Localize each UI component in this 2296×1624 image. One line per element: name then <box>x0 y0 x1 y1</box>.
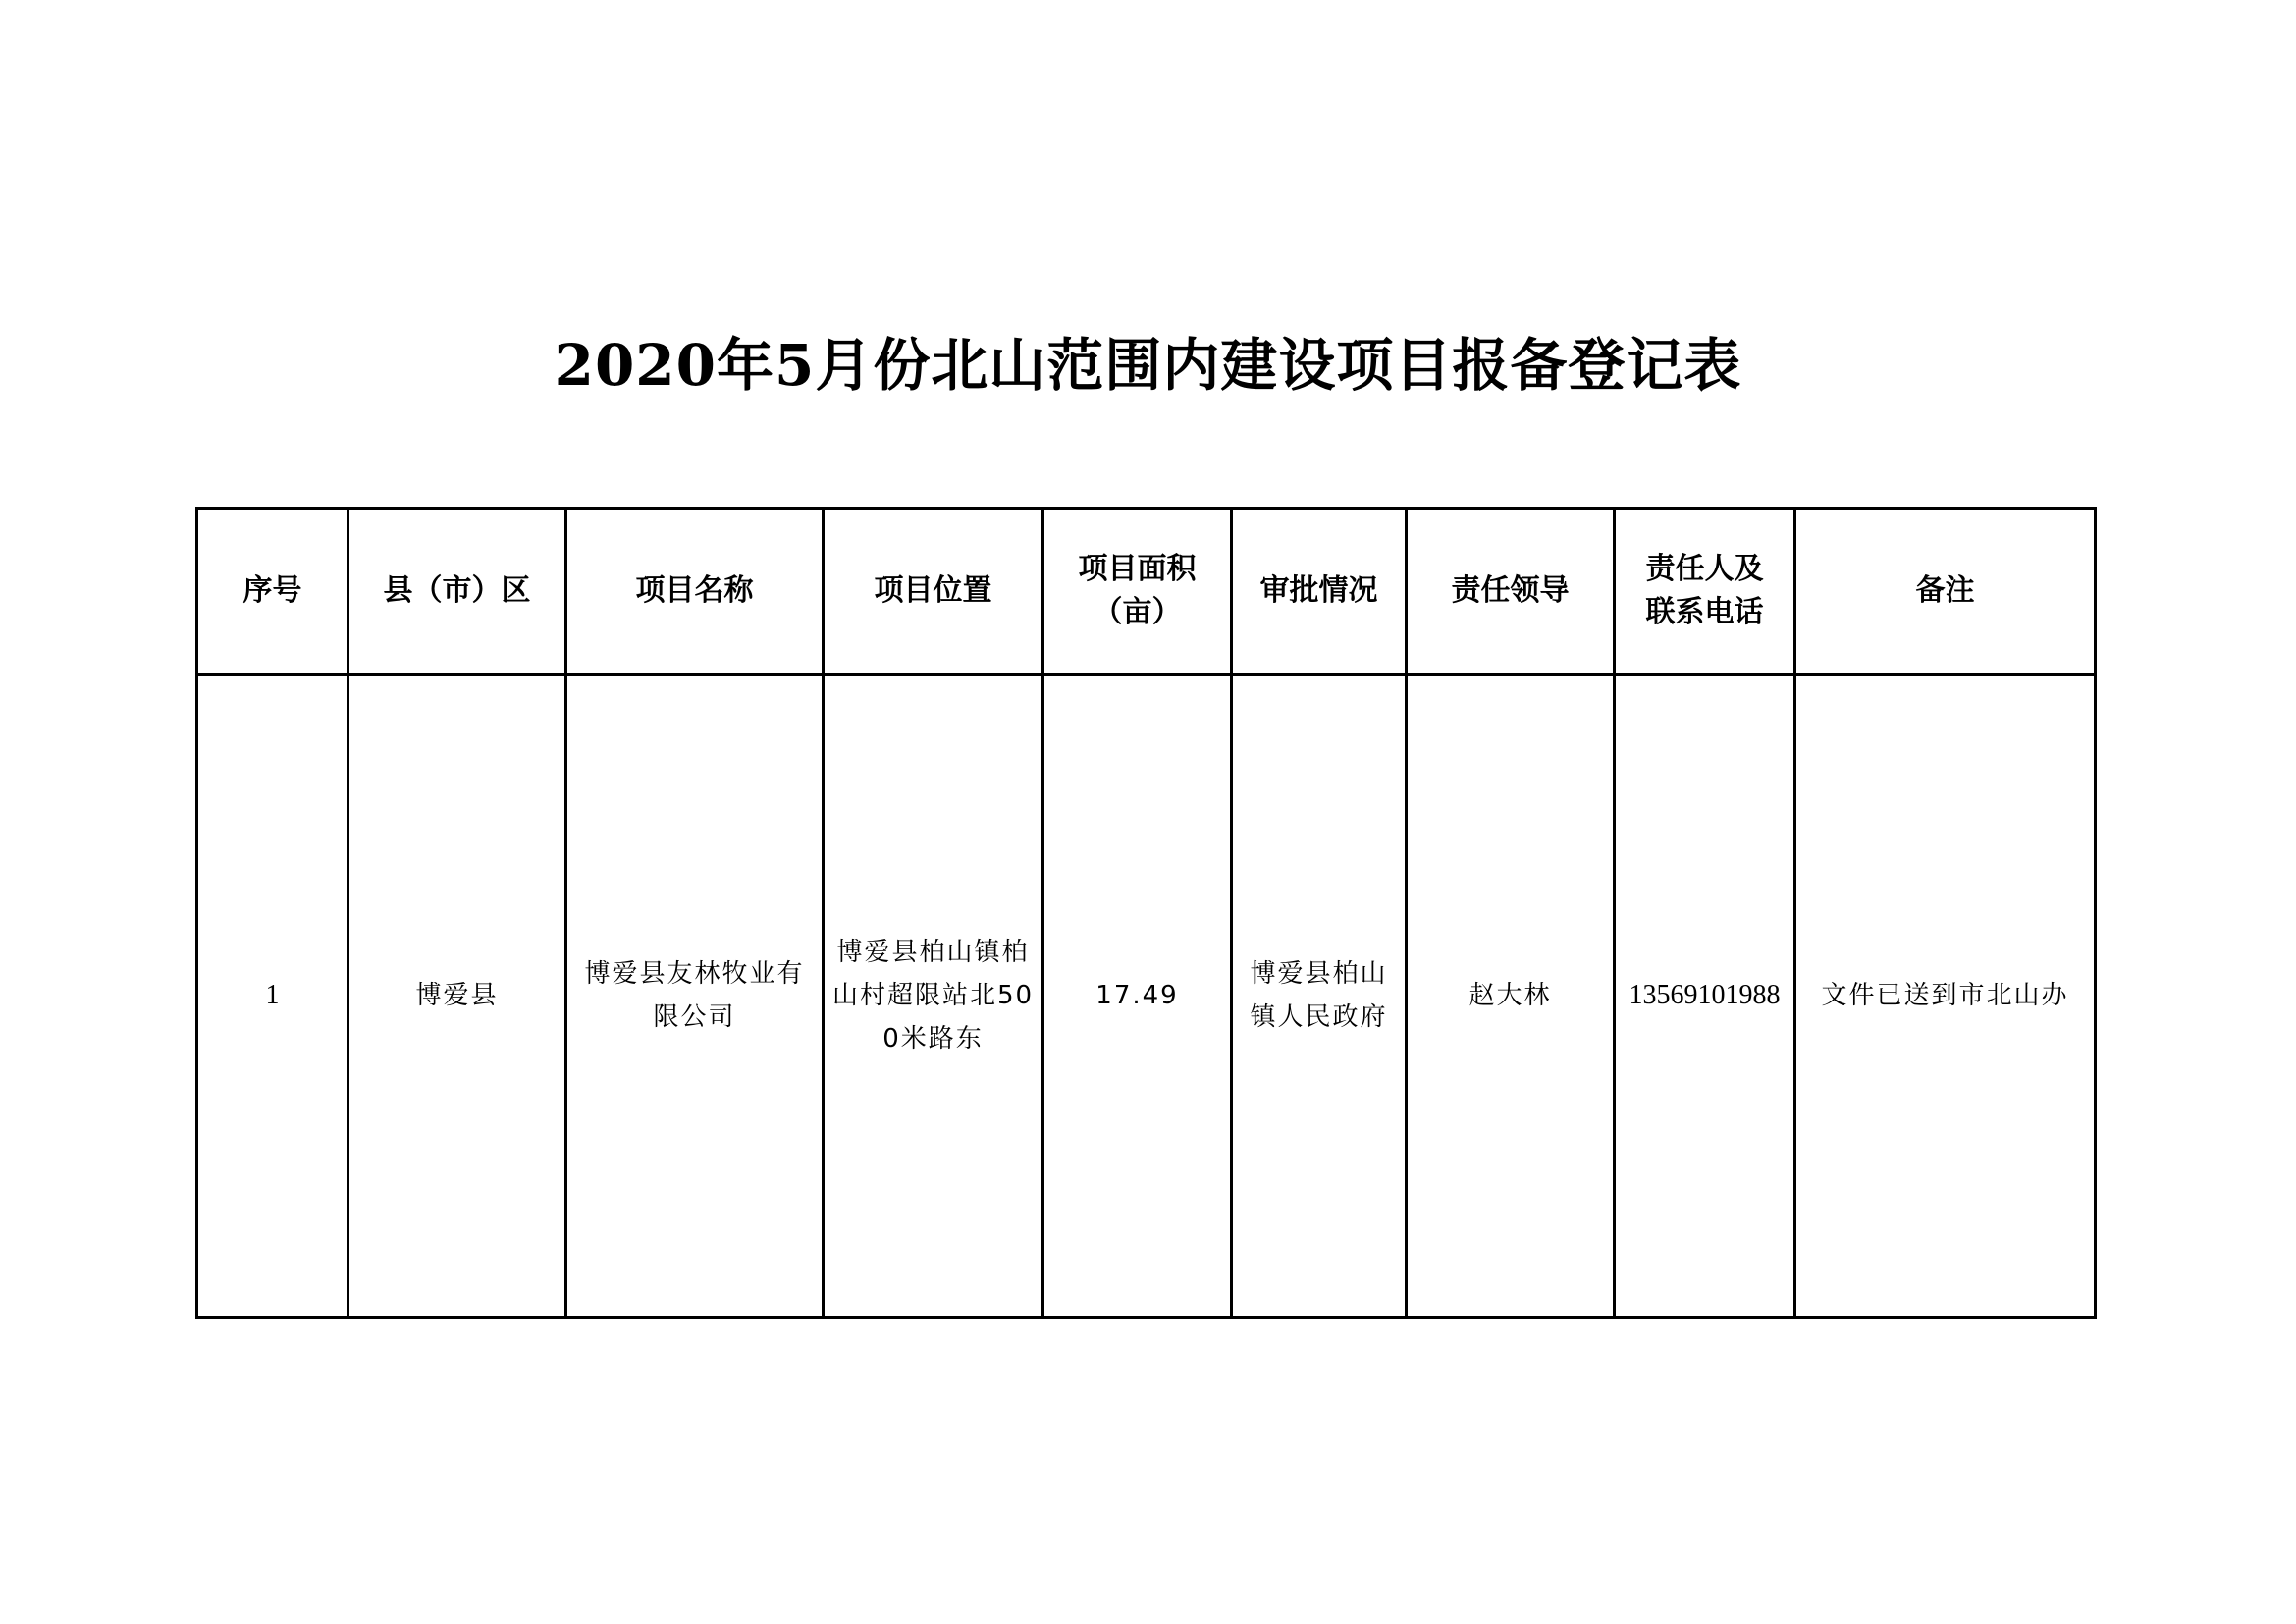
header-contact <box>1615 509 1795 675</box>
table-header-row <box>197 509 2096 675</box>
cell-county <box>348 675 566 1318</box>
header-project-name-label: 项目名称 <box>635 573 754 608</box>
cell-approval-value: 博爱县柏山镇人民政府 <box>1250 959 1388 1032</box>
header-remarks-label: 备注 <box>1915 573 1975 608</box>
table-row <box>197 675 2096 1318</box>
header-area-label-line1: 项目面积 <box>1078 552 1197 586</box>
header-seq <box>197 509 348 675</box>
header-leader <box>1407 509 1615 675</box>
header-area-label-line2: （亩） <box>1093 595 1182 629</box>
cell-contact-value: 13569101988 <box>1629 980 1781 1010</box>
cell-contact <box>1615 675 1795 1318</box>
cell-area <box>1043 675 1232 1318</box>
registration-table <box>195 507 2097 1319</box>
header-county <box>348 509 566 675</box>
header-leader-label: 责任领导 <box>1451 573 1570 608</box>
cell-remarks-value: 文件已送到市北山办 <box>1821 981 2069 1010</box>
document-title: 2020年5月份北山范围内建设项目报备登记表 <box>554 332 1742 399</box>
header-remarks <box>1795 509 2096 675</box>
cell-project-name-value: 博爱县友林牧业有限公司 <box>584 959 805 1032</box>
header-project-name <box>566 509 824 675</box>
cell-remarks <box>1795 675 2096 1318</box>
cell-seq <box>197 675 348 1318</box>
header-approval-label: 审批情况 <box>1259 573 1378 608</box>
cell-area-value: 17.49 <box>1095 981 1179 1010</box>
cell-county-value: 博爱县 <box>415 981 499 1010</box>
cell-seq-value: 1 <box>265 980 280 1010</box>
header-location <box>824 509 1043 675</box>
header-county-label: 县（市）区 <box>383 573 531 608</box>
cell-approval <box>1232 675 1407 1318</box>
header-location-label: 项目位置 <box>874 573 992 608</box>
cell-location <box>824 675 1043 1318</box>
cell-project-name <box>566 675 824 1318</box>
header-seq-label: 序号 <box>242 573 302 608</box>
cell-leader <box>1407 675 1615 1318</box>
header-contact-label-line1: 责任人及 <box>1645 552 1764 586</box>
header-contact-label-line2: 联系电话 <box>1645 595 1764 629</box>
header-approval <box>1232 509 1407 675</box>
cell-leader-value: 赵大林 <box>1468 981 1552 1010</box>
header-area <box>1043 509 1232 675</box>
cell-location-value: 博爱县柏山镇柏山村超限站北500米路东 <box>831 938 1035 1054</box>
